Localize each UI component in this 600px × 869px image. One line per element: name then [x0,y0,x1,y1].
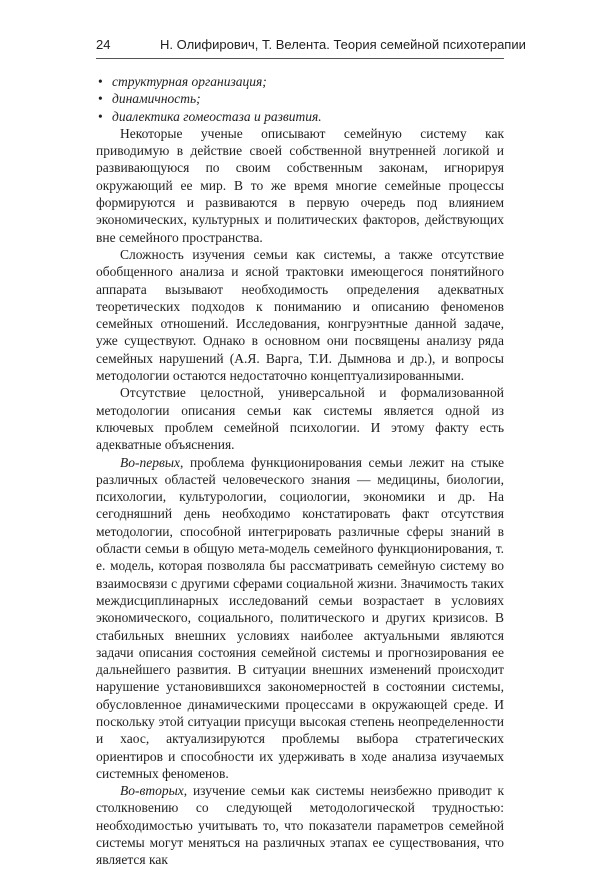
paragraph-text: , изучение семьи как системы неизбежно приводит к столкновению со следующей методологической трудностью: необходимостью учитывать то, что показатели параметров семейной системы могут меняться на различных этапах ее существования, что является как [96,783,504,868]
bullet-list [96,73,504,125]
paragraph-text: Отсутствие целостной, универсальной и формализованной методологии описания семьи как системы является одной из ключевых проблем семейной психологии. И этому факту есть адекватные объяснения. [96,385,504,453]
paragraph [96,125,504,246]
paragraph [96,246,504,384]
paragraph [96,454,504,783]
bullet-item: • диалектика гомеостаза и развития. [96,108,504,125]
running-title: Н. Олифирович, Т. Велента. Теория семейной психотерапии [160,37,526,52]
page-body [96,73,504,869]
paragraph [96,782,504,868]
paragraph-text: , проблема функционирования семьи лежит на стыке различных областей человеческого знания — медицины, биологии, психологии, культурологии, социологии, экономики и др. На сегодняшний день необходимо констатировать факт отсутствия методологии, способной интегрировать различные сферы знаний в области семьи в общую мета-модель семейного функционирования, т. е. модель, которая позволяла бы рассматривать семейную систему во взаимосвязи с другими сферами социальной жизни. Значимость таких междисциплинарных исследований семьи возрастает в условиях экономического, социального, политического и других кризисов. В стабильных внешних условиях наиболее актуальными являются задачи описания состояния семейной системы и прогнозирования ее дальнейшего развития. В ситуации внешних изменений происходит нарушение установившихся закономерностей в состоянии системы, обусловленное динамическими процессами в окружающей среде. И поскольку этой ситуации присущи высокая степень неопределенности и хаос, актуализируются проблемы выбора стратегических ориентиров и способности их удерживать в ходе анализа изучаемых системных феноменов. [96,454,504,781]
header-divider [96,58,504,59]
paragraph-text: Сложность изучения семьи как системы, а также отсутствие обобщенного анализа и ясной трактовки имеющегося понятийного аппарата вызывают необходимость определения адекватных теоретических подходов к пониманию и описанию феноменов семейных отношений. Исследования, конгруэнтные данной задаче, уже существуют. Однако в основном они посвящены анализу ряда семейных нарушений (А.Я. Варга, Т.И. Дымнова и др.), и вопросы методологии остаются недостаточно концептуализированными. [96,246,504,384]
paragraph-lead: Во-вторых [120,783,184,799]
bullet-item: • структурная организация; [96,73,504,90]
bullet-item: • динамичность; [96,90,504,107]
paragraph-text: Некоторые ученые описывают семейную систему как приводимую в действие своей собственной внутренней логикой и развивающуюся по своим собственным законам, игнорируя окружающий ее мир. В то же время многие семейные процессы формируются и развиваются в первую очередь под влиянием экономических, культурных и политических факторов, действующих вне семейного пространства. [96,125,504,245]
paragraph-lead: Во-первых [120,454,180,470]
page-number: 24 [96,37,111,52]
paragraph [96,384,504,453]
